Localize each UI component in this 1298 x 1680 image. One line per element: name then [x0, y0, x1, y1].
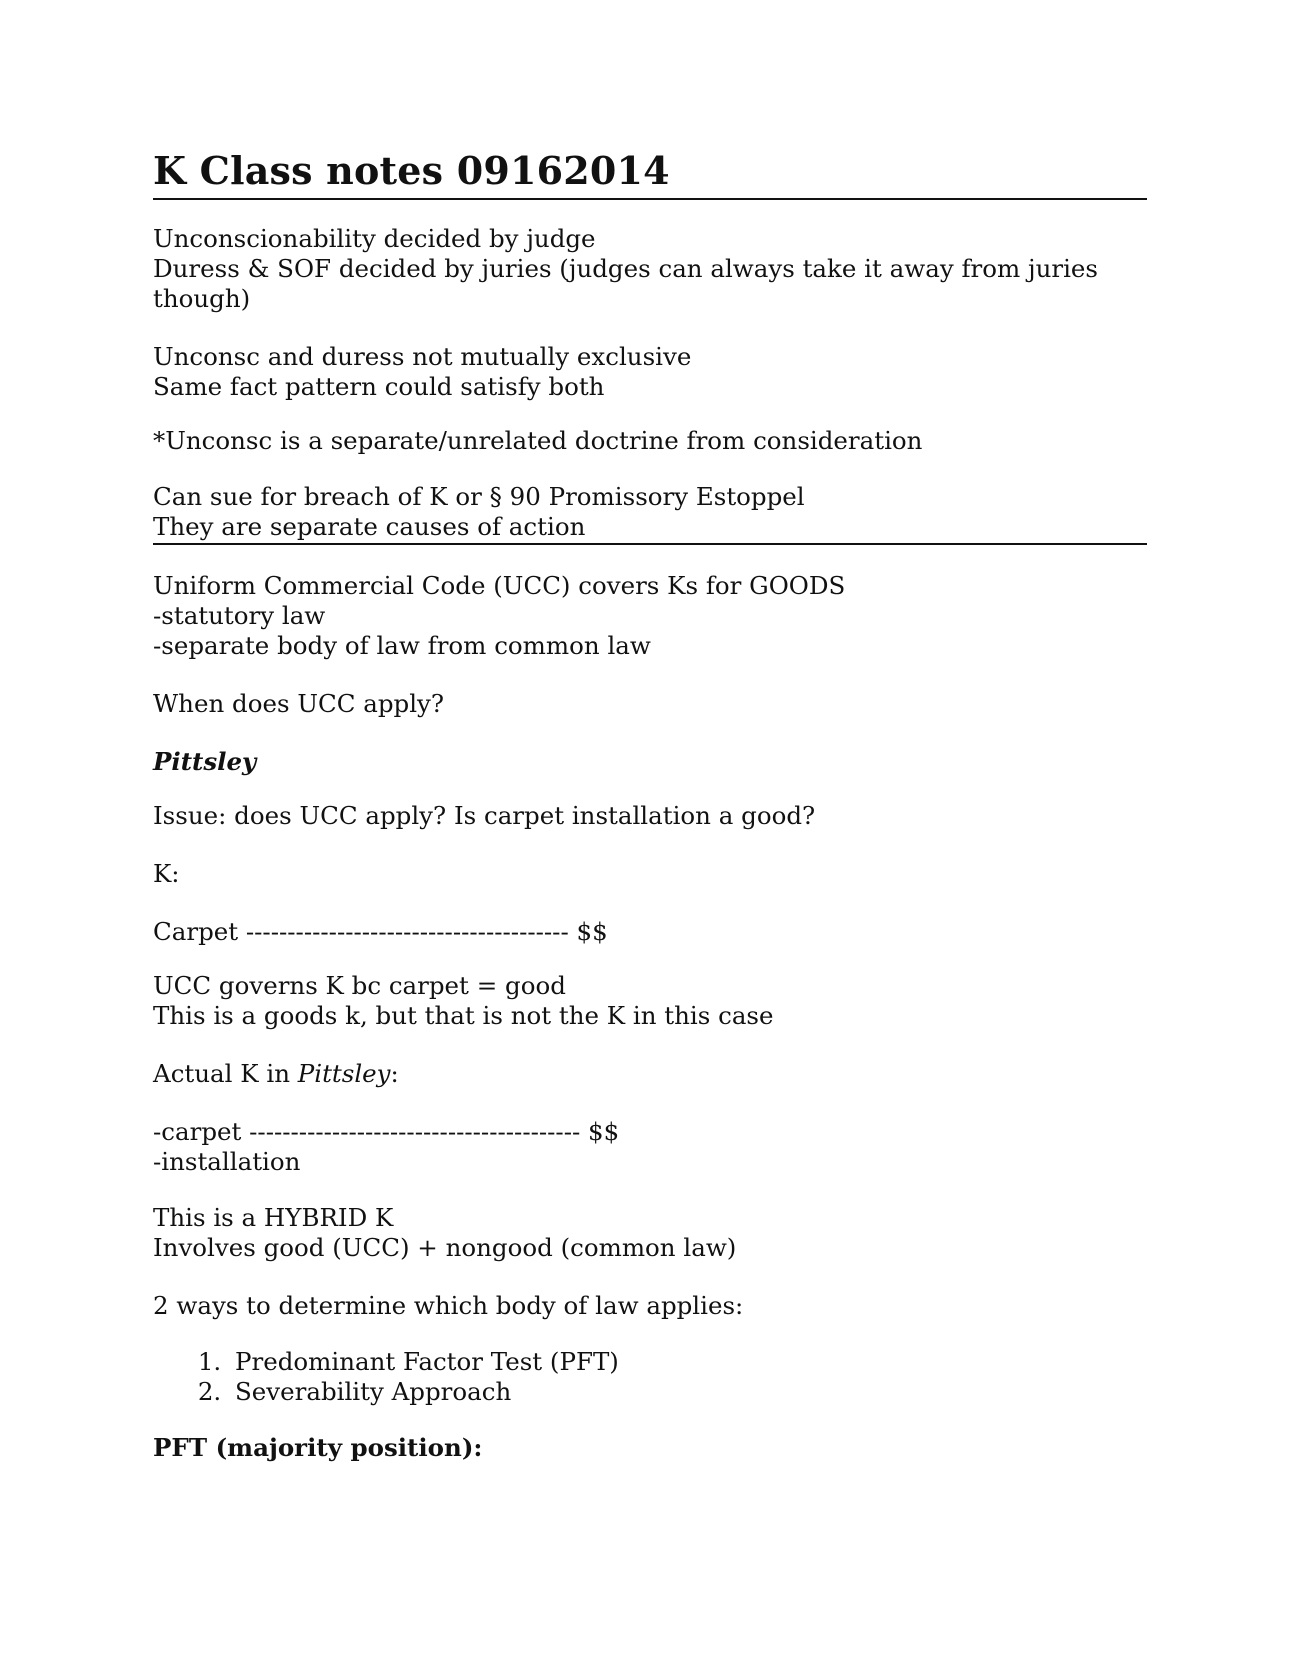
note-line: Uniform Commercial Code (UCC) covers Ks for GOODS [153, 571, 846, 600]
note-paragraph [153, 1203, 1147, 1263]
note-line: 2 ways to determine which body of law applies: [153, 1291, 744, 1320]
note-line: They are separate causes of action [153, 512, 586, 541]
note-line: -statutory law [153, 601, 326, 630]
note-paragraph [153, 917, 1147, 947]
methods-list [153, 1347, 1147, 1407]
note-paragraph [153, 801, 1147, 831]
note-line: This is a goods k, but that is not the K in this case [153, 1001, 774, 1030]
note-text: : [390, 1059, 399, 1088]
note-line: -separate body of law from common law [153, 631, 651, 660]
note-line: This is a HYBRID K [153, 1203, 394, 1232]
note-paragraph [153, 1117, 1147, 1177]
note-line: When does UCC apply? [153, 689, 445, 718]
note-paragraph-ruled [153, 482, 1147, 545]
note-paragraph [153, 571, 1147, 661]
note-paragraph [153, 689, 1147, 719]
note-paragraph [153, 971, 1147, 1031]
note-line: UCC governs K bc carpet = good [153, 971, 566, 1000]
note-line: Same fact pattern could satisfy both [153, 372, 605, 401]
note-paragraph [153, 1059, 1147, 1089]
note-line: Duress & SOF decided by juries (judges can always take it away from juries though) [153, 254, 1106, 313]
note-line: Involves good (UCC) + nongood (common law) [153, 1233, 737, 1262]
case-name: Pittsley [297, 1059, 391, 1088]
note-line: K: [153, 859, 180, 888]
note-line: -installation [153, 1147, 301, 1176]
note-line: Carpet --------------------------------------- $$ [153, 917, 608, 946]
note-paragraph [153, 426, 1147, 456]
note-line: *Unconsc is a separate/unrelated doctrine from consideration [153, 426, 923, 455]
note-line: Unconsc and duress not mutually exclusive [153, 342, 692, 371]
case-heading: Pittsley [153, 747, 257, 776]
note-paragraph [153, 224, 1147, 314]
note-line: -carpet ---------------------------------------- $$ [153, 1117, 620, 1146]
list-item: 2. Severability Approach [229, 1377, 1147, 1407]
note-line: Issue: does UCC apply? Is carpet installation a good? [153, 801, 816, 830]
note-line: Can sue for breach of K or § 90 Promissory Estoppel [153, 482, 805, 511]
note-paragraph [153, 859, 1147, 889]
section-heading: PFT (majority position): [153, 1433, 483, 1462]
note-line: Unconscionability decided by judge [153, 224, 596, 253]
note-paragraph [153, 342, 1147, 402]
note-text: Actual K in [153, 1059, 298, 1088]
list-item: 1. Predominant Factor Test (PFT) [229, 1347, 1147, 1377]
note-paragraph [153, 1291, 1147, 1321]
document-body [153, 146, 1147, 1463]
page-title: K Class notes 09162014 [153, 146, 1147, 200]
